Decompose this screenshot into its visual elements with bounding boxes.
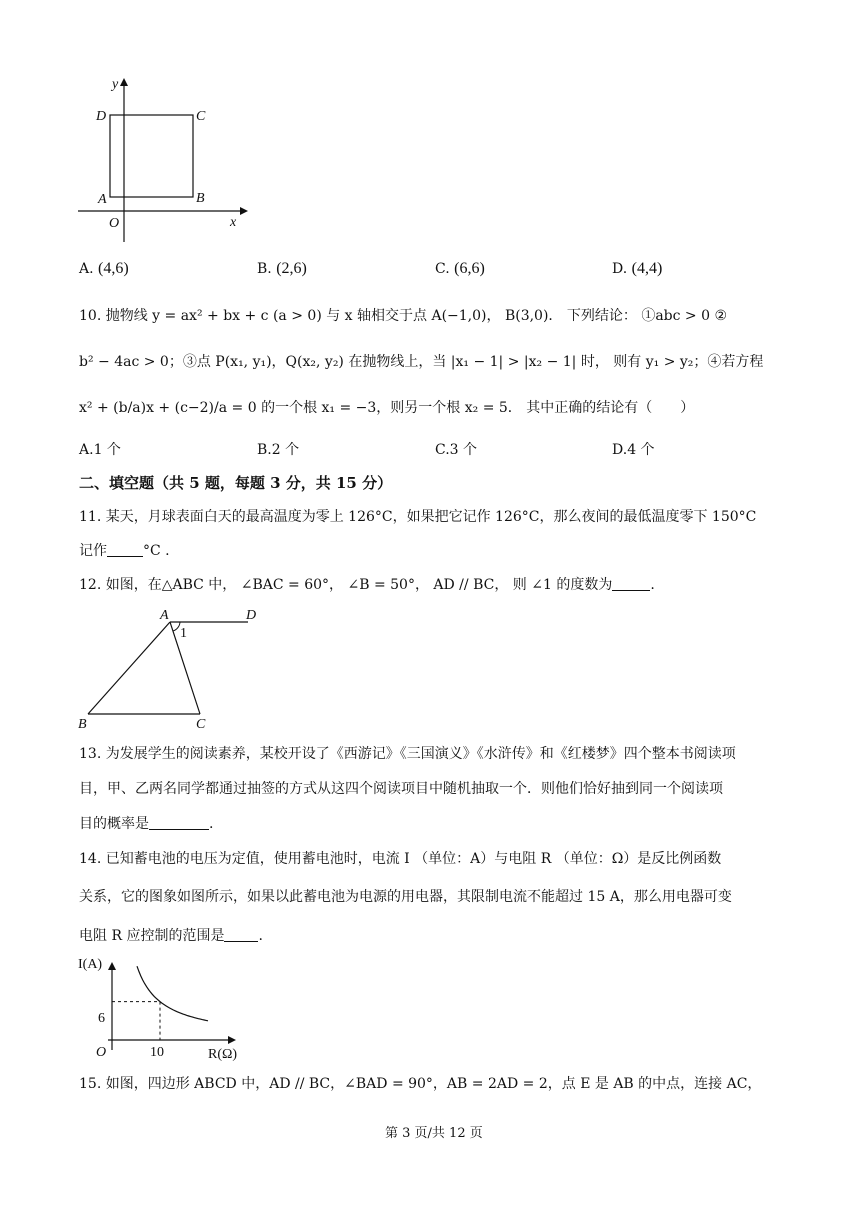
q9-label-c: C (196, 109, 206, 124)
q12-answer-blank[interactable] (612, 576, 650, 591)
q14-line-3-suffix: . (258, 928, 263, 944)
q10-line-1: 10. 抛物线 y = ax² + bx + c (a > 0) 与 x 轴相交于点 A(−1,0)， B(3,0)． 下列结论： ①abc > 0 ② (79, 308, 728, 324)
q14-line-3-prefix: 电阻 R 应控制的范围是 (79, 928, 225, 944)
q13-line-1: 13. 为发展学生的阅读素养，某校开设了《西游记》《三国演义》《水浒传》和《红楼梦》四个整本书阅读项 (79, 746, 736, 762)
q9-option-d-value: (4,4) (631, 260, 663, 277)
q12-label-d: D (246, 608, 257, 623)
q12-text-suffix: . (650, 577, 655, 593)
q10-option-a (79, 439, 121, 459)
q14-origin-label: O (96, 1045, 107, 1060)
q10-line-3: x² + (b/a)x + (c−2)/a = 0 的一个根 x₁ = −3，则另一个根 x₂ = 5． 其中正确的结论有（ ） (79, 400, 695, 416)
q13-line-2: 目，甲、乙两名同学都通过抽签的方式从这四个阅读项目中随机抽取一个．则他们恰好抽到同一个阅读项 (79, 781, 723, 797)
q9-option-b-key: B. (257, 261, 272, 277)
q13-line-3-suffix: . (209, 816, 214, 832)
q9-option-d (612, 260, 662, 278)
q9-option-a-value: (4,6) (98, 260, 129, 277)
q10-option-d-key: D. (612, 442, 628, 458)
q12-label-c: C (196, 717, 206, 732)
q14-x-tick-label: 10 (150, 1045, 164, 1060)
q9-label-o: O (109, 216, 120, 231)
q11-line-2 (79, 541, 170, 561)
q12-label-b: B (78, 717, 87, 732)
q12-label-a: A (160, 608, 169, 623)
q13-line-3 (79, 814, 213, 834)
q12-figure (72, 600, 272, 734)
q9-y-arrow (120, 78, 128, 86)
q9-x-arrow (240, 207, 248, 215)
q14-hyperbola-curve (137, 966, 208, 1021)
q10-option-b-value: 2 个 (271, 442, 300, 458)
q15-line-1: 15. 如图，四边形 ABCD 中，AD // BC，∠BAD = 90°，AB = 2AD = 2，点 E 是 AB 的中点，连接 AC， (79, 1076, 762, 1092)
q14-x-axis-label: R(Ω) (208, 1047, 238, 1062)
q9-label-a: A (98, 192, 107, 207)
q9-figure (70, 72, 260, 250)
q12-text-prefix: 12. 如图，在△ABC 中， ∠BAC = 60°， ∠B = 50°， AD // BC， 则 ∠1 的度数为 (79, 577, 613, 593)
q10-option-a-key: A. (79, 442, 94, 458)
q9-label-x: x (230, 215, 237, 230)
q10-option-c (435, 439, 477, 459)
q9-option-a-key: A. (79, 261, 94, 277)
q9-option-c-key: C. (435, 261, 450, 277)
q9-option-c (435, 260, 485, 278)
q11-answer-blank[interactable] (107, 542, 143, 557)
q14-y-arrow (108, 962, 116, 970)
q11-line-2-suffix: °C . (143, 543, 170, 559)
q14-line-1: 14. 已知蓄电池的电压为定值，使用蓄电池时，电流 I （单位：A）与电阻 R （单位：Ω）是反比例函数 (79, 851, 722, 867)
q10-option-d-value: 4 个 (627, 442, 655, 458)
q14-graph (78, 954, 258, 1064)
q10-line-2: b² − 4ac > 0；③点 P(x₁, y₁)，Q(x₂, y₂) 在抛物线上，当 |x₁ − 1| > |x₂ − 1| 时， 则有 y₁ > y₂；④若方程 (79, 354, 764, 370)
q9-option-d-key: D. (612, 261, 628, 277)
q10-option-c-key: C. (435, 442, 450, 458)
q9-label-y: y (112, 77, 119, 92)
q12-side-ab (88, 622, 170, 714)
q14-line-3 (79, 926, 263, 946)
q14-y-axis-label: I(A) (78, 957, 103, 972)
q9-option-b-value: (2,6) (276, 260, 307, 277)
q10-option-d (612, 439, 655, 459)
q12-text (79, 575, 655, 595)
q12-angle-arc (173, 622, 180, 631)
page-footer: 第 3 页/共 12 页 (385, 1126, 483, 1141)
q9-option-a (79, 260, 129, 278)
q9-label-d: D (96, 109, 107, 124)
q13-answer-blank[interactable] (149, 815, 209, 830)
q10-option-a-value: 1 个 (93, 442, 121, 458)
q14-x-arrow (228, 1036, 236, 1044)
q10-option-c-value: 3 个 (449, 442, 478, 458)
q11-line-2-prefix: 记作 (79, 543, 107, 559)
q11-line-1: 11. 某天，月球表面白天的最高温度为零上 126°C，如果把它记作 126°C，那么夜间的最低温度零下 150°C (79, 509, 757, 525)
q14-y-tick-label: 6 (98, 1011, 105, 1026)
q13-line-3-prefix: 目的概率是 (79, 816, 149, 832)
q9-option-b (257, 260, 307, 278)
q9-square (110, 115, 193, 197)
q10-option-b (257, 439, 299, 459)
q14-line-2: 关系，它的图象如图所示，如果以此蓄电池为电源的用电器，其限制电流不能超过 15 A，那么用电器可变 (79, 889, 732, 905)
q10-option-b-key: B. (257, 442, 272, 458)
section-2-heading: 二、填空题（共 5 题，每题 3 分，共 15 分） (79, 474, 393, 492)
q14-answer-blank[interactable] (224, 927, 258, 942)
q9-option-c-value: (6,6) (454, 260, 485, 277)
q12-label-angle-1: 1 (180, 626, 187, 641)
q9-label-b: B (196, 191, 205, 206)
